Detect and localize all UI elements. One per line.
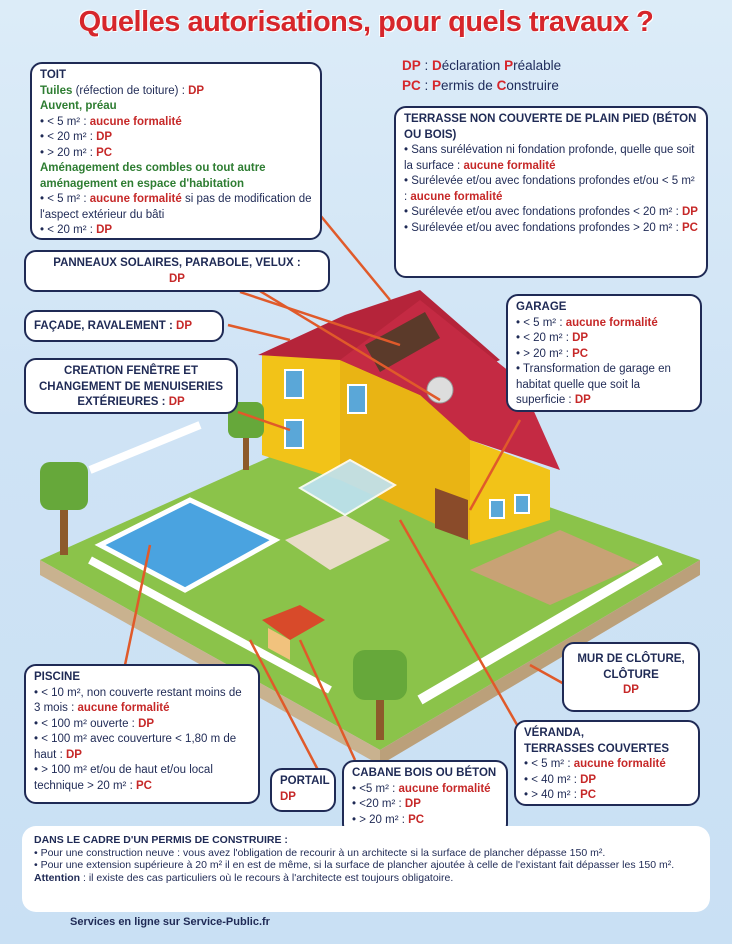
cloture-box <box>562 642 700 712</box>
toit-combles: Aménagement des combles ou tout autre aménagement en espace d'habitation <box>40 162 266 190</box>
terrasse-t3: • Surélevée et/ou avec fondations profondes < 20 m² : DP <box>404 206 698 218</box>
veranda-v1: • < 5 m² : aucune formalité <box>524 758 666 770</box>
page-title: Quelles autorisations, pour quels travaux ? <box>78 6 654 38</box>
fenetre-heading-1: CREATION FENÊTRE ET <box>64 365 198 377</box>
service-public-link[interactable]: Service-Public.fr <box>183 916 270 928</box>
cloture-heading-2: CLÔTURE <box>603 668 659 681</box>
architect-note-b1: • Pour une construction neuve : vous avez l'obligation de recourir à un architecte si la surface de plancher dépasse 150 m². <box>34 846 606 859</box>
cloture-heading-1: MUR DE CLÔTURE, <box>577 653 685 665</box>
fenetre-heading-3: EXTÉRIEURES : <box>77 396 169 408</box>
veranda-box <box>514 720 700 806</box>
terrasse-t4: • Surélevée et/ou avec fondations profondes > 20 m² : PC <box>404 221 698 234</box>
piscine-p1: • < 10 m², non couverte restant moins de 3 mois : aucune formalité <box>34 686 242 714</box>
garage-g1: • < 5 m² : aucune formalité <box>516 316 658 329</box>
piscine-p4: • > 100 m² et/ou de haut et/ou local technique > 20 m² : PC <box>34 764 213 792</box>
fenetre-heading-2: CHANGEMENT DE MENUISERIES <box>38 380 224 393</box>
fenetre-box <box>24 358 238 414</box>
window-shape <box>285 420 303 448</box>
tree-crown <box>40 462 88 510</box>
cabane-box <box>342 760 508 836</box>
cabane-c1: • <5 m² : aucune formalité <box>352 782 491 795</box>
facade-heading: FAÇADE, RAVALEMENT : <box>34 320 177 332</box>
facade-box <box>24 310 224 342</box>
veranda-v2: • < 40 m² : DP <box>524 773 597 786</box>
architect-note-b3: Attention : il existe des cas particuliers où le recours à l'architecte est toujours obligatoire. <box>34 871 454 884</box>
cabane-c3: • > 20 m² : PC <box>352 813 425 826</box>
portail-value: DP <box>280 790 296 803</box>
tree-crown <box>353 650 407 700</box>
portail-box <box>270 768 336 812</box>
veranda-heading-1: VÉRANDA, <box>524 727 585 739</box>
toit-a1: • < 5 m² : aucune formalité <box>40 115 182 128</box>
terrasse-t1: • Sans surélévation ni fondation profonde, quelle que soit la surface : aucune formalité <box>404 144 695 172</box>
portail-heading: PORTAIL <box>280 775 330 787</box>
cloture-value: DP <box>623 684 639 696</box>
garage-g3: • > 20 m² : PC <box>516 347 589 360</box>
legend <box>402 56 561 96</box>
terrasse-t2: • Surélevée et/ou avec fondations profondes et/ou < 5 m² : aucune formalité <box>404 175 695 203</box>
toit-c1: • < 5 m² : aucune formalité si pas de modification de l'aspect extérieur du bâti <box>40 193 312 221</box>
garage-heading: GARAGE <box>516 301 567 313</box>
architect-note-heading: DANS LE CADRE D'UN PERMIS DE CONSTRUIRE : <box>34 834 288 846</box>
window-shape <box>515 495 529 513</box>
piscine-p2: • < 100 m² ouverte : DP <box>34 717 155 730</box>
toit-tuiles: Tuiles (réfection de toiture) : DP <box>40 84 205 97</box>
toit-auvent: Auvent, préau <box>40 100 117 112</box>
toit-c2: • < 20 m² : DP <box>40 224 113 236</box>
garage-g2: • < 20 m² : DP <box>516 332 589 344</box>
piscine-heading: PISCINE <box>34 671 81 683</box>
window-shape <box>285 370 303 398</box>
fence-shape <box>90 425 200 470</box>
veranda-v3: • > 40 m² : PC <box>524 789 597 801</box>
window-shape <box>490 500 504 518</box>
cabane-c2: • <20 m² : DP <box>352 798 421 810</box>
legend-dp: DP : Déclaration Préalable <box>402 58 562 73</box>
panneaux-box <box>24 250 330 292</box>
toit-heading: TOIT <box>40 69 66 81</box>
garage-box <box>506 294 702 412</box>
panneaux-heading: PANNEAUX SOLAIRES, PARABOLE, VELUX : <box>53 257 301 269</box>
panneaux-value: DP <box>169 272 185 285</box>
piscine-box <box>24 664 260 804</box>
veranda-heading-2: TERRASSES COUVERTES <box>524 742 670 755</box>
terrasse-heading: TERRASSE NON COUVERTE DE PLAIN PIED (BÉTON OU BOIS) <box>404 113 697 141</box>
facade-value: DP <box>176 320 193 332</box>
architect-note <box>22 826 710 912</box>
garage-g4: • Transformation de garage en habitat quelle que soit la superficie : DP <box>516 363 671 406</box>
toit-a3: • > 20 m² : PC <box>40 146 113 159</box>
window-shape <box>348 385 366 413</box>
architect-note-b2: • Pour une extension supérieure à 20 m² il en est de même, si la surface de plancher ajoutée à celle de l'existant fait dépasser les 150 m². <box>34 859 675 871</box>
cabane-heading: CABANE BOIS OU BÉTON <box>352 767 497 779</box>
piscine-p3: • < 100 m² avec couverture < 1,80 m de haut : DP <box>34 733 237 761</box>
footer: Services en ligne sur Service-Public.fr <box>70 916 270 928</box>
terrasse-box <box>394 106 708 278</box>
toit-a2: • < 20 m² : DP <box>40 131 113 143</box>
toit-box <box>30 62 322 240</box>
legend-pc: PC : Permis de Construire <box>402 78 559 93</box>
fenetre-value: DP <box>168 396 185 408</box>
